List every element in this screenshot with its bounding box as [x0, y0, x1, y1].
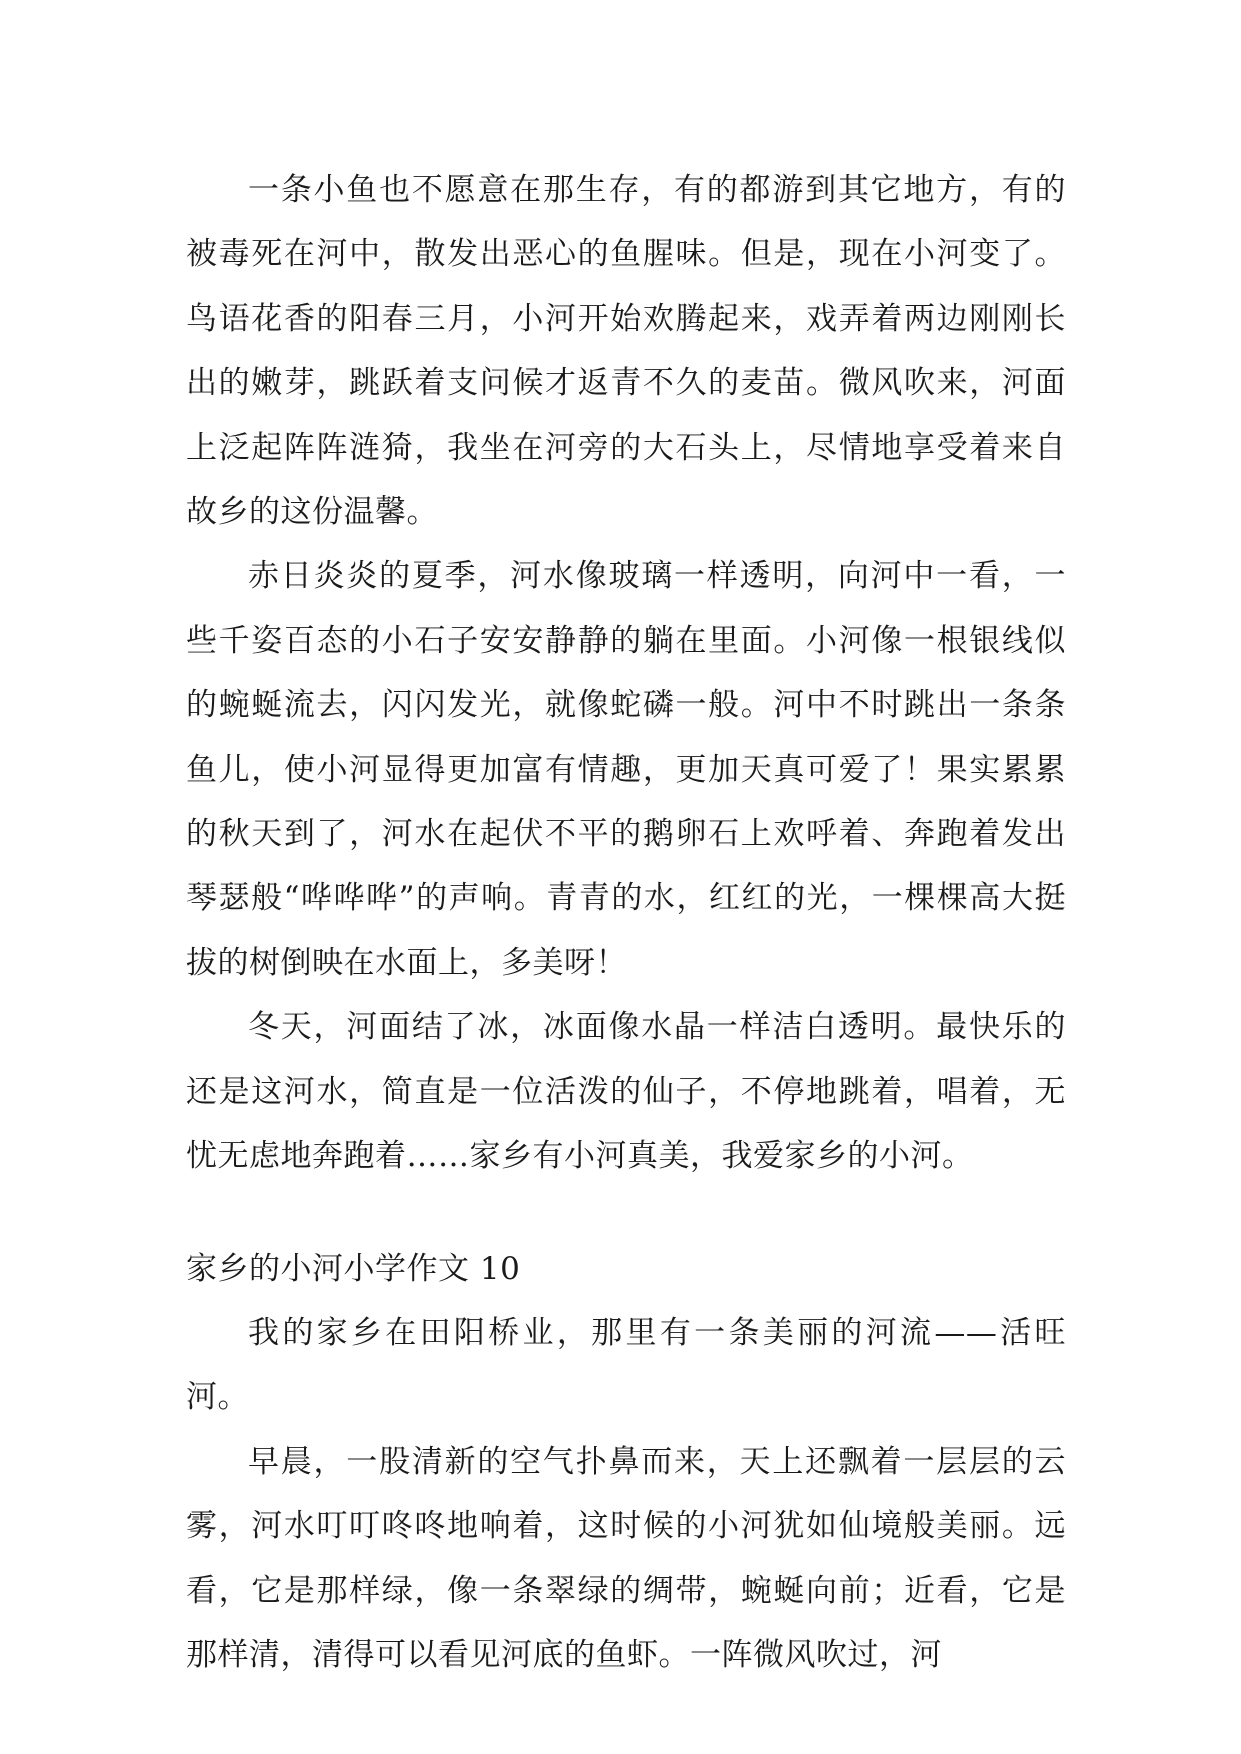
paragraph-intro: 我的家乡在田阳桥业，那里有一条美丽的河流——活旺河。: [186, 1314, 1066, 1416]
document-body: [186, 158, 1066, 1687]
paragraph-spring: 一条小鱼也不愿意在那生存，有的都游到其它地方，有的被毒死在河中，散发出恶心的鱼腥味。但是，现在小河变了。鸟语花香的阳春三月，小河开始欢腾起来，戏弄着两边刚刚长出的嫩芽，跳跃着支问候才返青不久的麦苗。微风吹来，河面上泛起阵阵涟猗，我坐在河旁的大石头上，尽情地享受着来自故乡的这份温馨。: [186, 172, 1066, 531]
paragraph-morning: 早晨，一股清新的空气扑鼻而来，天上还飘着一层层的云雾，河水叮叮咚咚地响着，这时候的小河犹如仙境般美丽。远看，它是那样绿，像一条翠绿的绸带，蜿蜒向前；近看，它是那样清，清得可以看见河底的鱼虾。一阵微风吹过，河: [186, 1443, 1066, 1673]
paragraph-winter: 冬天，河面结了冰，冰面像水晶一样洁白透明。最快乐的还是这河水，简直是一位活泼的仙子，不停地跳着，唱着，无忧无虑地奔跑着……家乡有小河真美，我爱家乡的小河。: [186, 1009, 1066, 1175]
paragraph-summer-autumn: 赤日炎炎的夏季，河水像玻璃一样透明，向河中一看，一些千姿百态的小石子安安静静的躺在里面。小河像一根银线似的蜿蜒流去，闪闪发光，就像蛇磷一般。河中不时跳出一条条鱼儿，使小河显得更加富有情趣，更加天真可爱了！果实累累的秋天到了，河水在起伏不平的鹅卵石上欢呼着、奔跑着发出琴瑟般“哗哗哗”的声响。青青的水，红红的光，一棵棵高大挺拔的树倒映在水面上，多美呀！: [186, 558, 1066, 981]
section-title: 家乡的小河小学作文 10: [186, 1250, 521, 1287]
